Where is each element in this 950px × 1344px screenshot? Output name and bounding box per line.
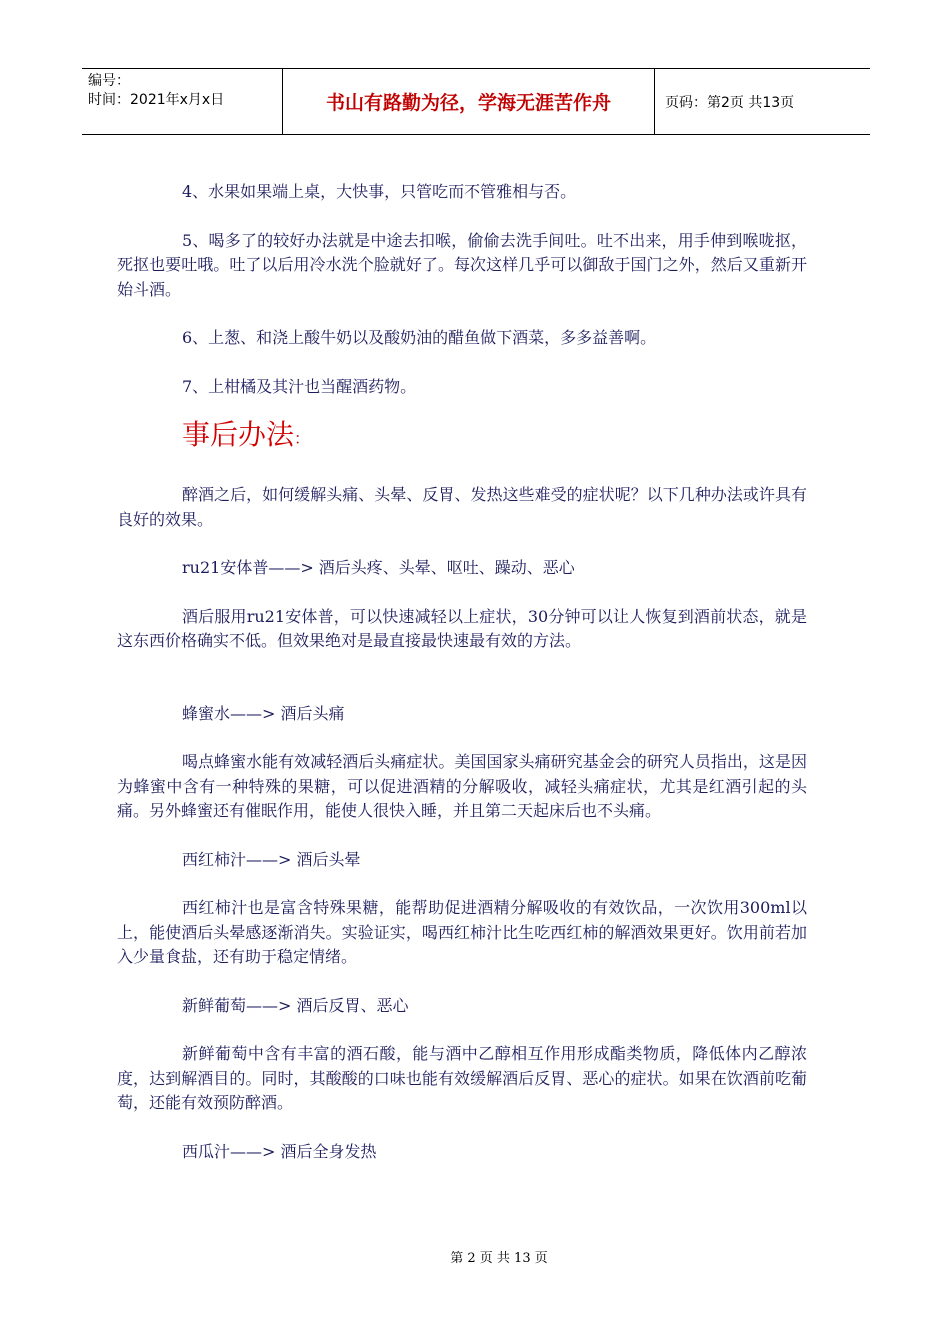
remedy-title-grape: 新鲜葡萄——> 酒后反胃、恶心 (182, 995, 409, 1015)
paragraph-tip-7: 7、上柑橘及其汁也当醒酒药物。 (182, 376, 417, 396)
paragraph-tip-6: 6、上葱、和浇上酸牛奶以及酸奶油的醋鱼做下酒菜，多多益善啊。 (182, 328, 657, 347)
time-label: 时间：2021年x月x日 (88, 92, 225, 108)
paragraph-intro: 醉酒之后，如何缓解头痛、头晕、反胃、发热这些难受的症状呢？以下几种办法或许具有良好的效果。 (117, 485, 807, 529)
section-heading (182, 417, 807, 457)
code-label: 编号： (88, 73, 130, 89)
paragraph-tip-4: 4、水果如果端上桌，大快事，只管吃而不管雅相与否。 (182, 182, 577, 201)
header-meta-cell (82, 69, 283, 134)
motto-text: 书山有路勤为径，学海无涯苦作舟 (325, 92, 611, 114)
remedy-title-tomato: 西红柿汁——> 酒后头晕 (182, 849, 361, 869)
page-header (82, 68, 870, 135)
section-heading-text: 事后办法 (182, 418, 295, 451)
page-footer (0, 1247, 950, 1266)
paragraph-grape: 新鲜葡萄中含有丰富的酒石酸，能与酒中乙醇相互作用形成酯类物质，降低体内乙醇浓度，达到解酒目的。同时，其酸酸的口味也能有效缓解酒后反胃、恶心的症状。如果在饮酒前吃葡萄，还能有效预防醉酒。 (117, 1044, 807, 1112)
header-page-cell (655, 69, 870, 134)
remedy-title-watermelon: 西瓜汁——> 酒后全身发热 (182, 1141, 377, 1161)
header-motto-cell (283, 69, 655, 134)
remedy-title-honey: 蜂蜜水——> 酒后头痛 (182, 703, 345, 723)
paragraph-tomato: 西红柿汁也是富含特殊果糖，能帮助促进酒精分解吸收的有效饮品，一次饮用300ml以上，能使酒后头晕感逐渐消失。实验证实，喝西红柿汁比生吃西红柿的解酒效果更好。饮用前若加入少量食盐，还有助于稳定情绪。 (117, 898, 807, 966)
paragraph-honey: 喝点蜂蜜水能有效减轻酒后头痛症状。美国国家头痛研究基金会的研究人员指出，这是因为蜂蜜中含有一种特殊的果糖，可以促进酒精的分解吸收，减轻头痛症状，尤其是红酒引起的头痛。另外蜂蜜还有催眠作用，能使人很快入睡，并且第二天起床后也不头痛。 (117, 752, 807, 820)
paragraph-tip-5: 5、喝多了的较好办法就是中途去扣喉，偷偷去洗手间吐。吐不出来，用手伸到喉咙抠，死抠也要吐哦。吐了以后用冷水洗个脸就好了。每次这样几乎可以御敌于国门之外，然后又重新开始斗酒。 (117, 230, 807, 299)
remedy-title-ru21: ru21安体普——> 酒后头疼、头晕、呕吐、躁动、恶心 (182, 558, 575, 577)
section-heading-colon: ： (294, 429, 311, 448)
footer-page-number: 第 2 页 共 13 页 (450, 1251, 548, 1266)
page-info: 页码：第2页 共13页 (665, 94, 795, 111)
paragraph-ru21: 酒后服用ru21安体普，可以快速减轻以上症状，30分钟可以让人恢复到酒前状态，就是这东西价格确实不低。但效果绝对是最直接最快速最有效的方法。 (117, 606, 807, 650)
document-body (117, 180, 807, 1188)
